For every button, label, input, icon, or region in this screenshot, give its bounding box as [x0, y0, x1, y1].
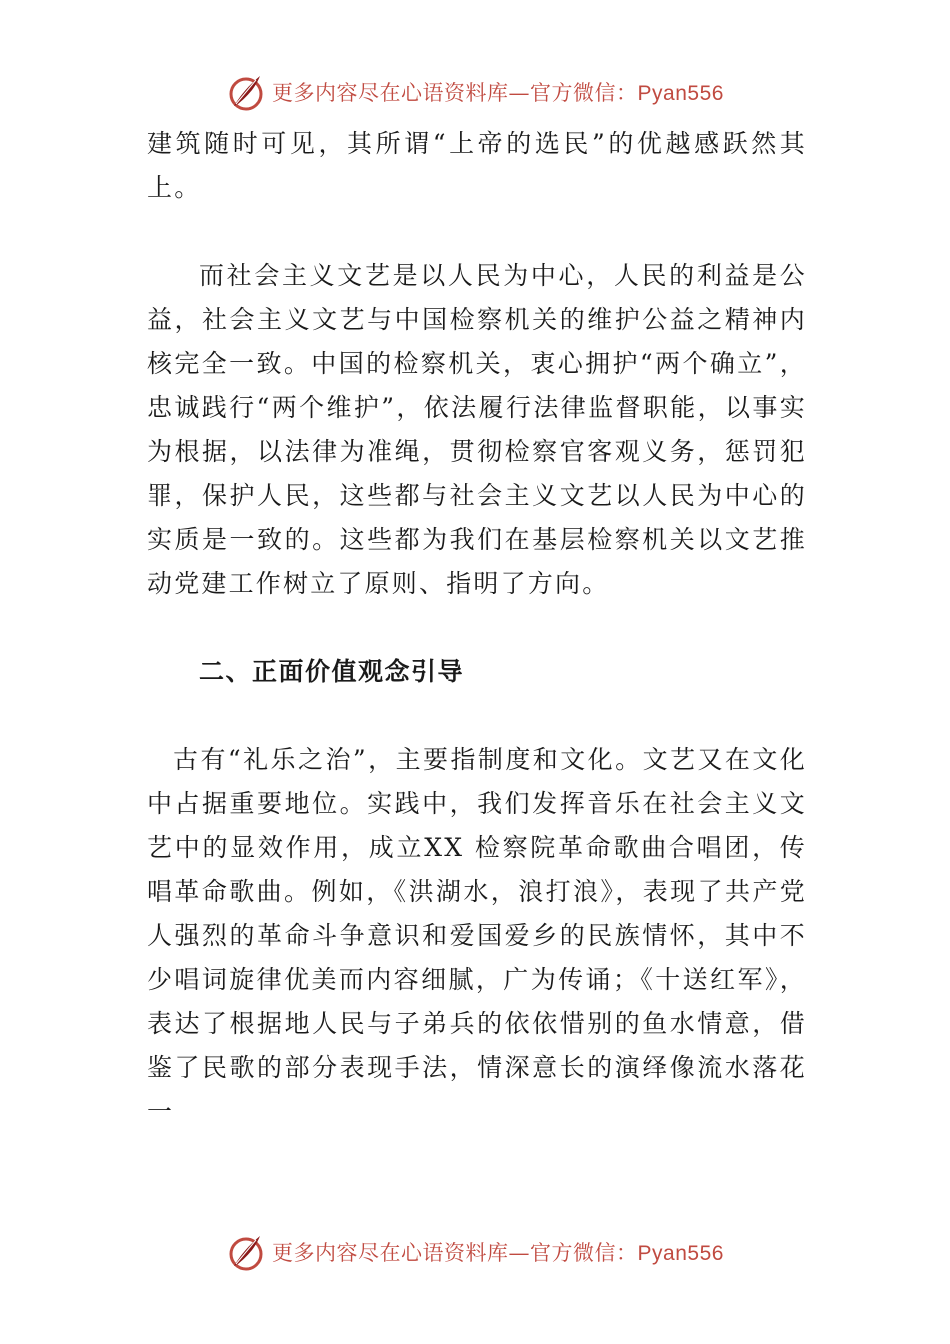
footer-banner	[0, 1230, 950, 1274]
footer-wechat-id: Pyan556	[637, 1242, 724, 1265]
paragraph-continued: 建筑随时可见，其所谓“上帝的选民”的优越感跃然其上。	[147, 129, 807, 202]
header-banner	[0, 70, 950, 114]
section-heading: 二、正面价值观念引导	[199, 657, 465, 686]
header-banner-text	[272, 77, 724, 107]
footer-banner-label: 更多内容尽在心语资料库—官方微信：	[272, 1241, 638, 1265]
quill-logo-icon	[226, 72, 266, 112]
header-banner-label: 更多内容尽在心语资料库—官方微信：	[272, 81, 638, 105]
paragraph-socialist-art: 而社会主义文艺是以人民为中心，人民的利益是公益，社会主义文艺与中国检察机关的维护公益之精神内核完全一致。中国的检察机关，衷心拥护“两个确立”，忠诚践行“两个维护”，依法履行法律监督职能，以事实为根据，以法律为准绳，贯彻检察官客观义务，惩罚犯罪，保护人民，这些都与社会主义文艺以人民为中心的实质是一致的。这些都为我们在基层检察机关以文艺推动党建工作树立了原则、指明了方向。	[147, 261, 807, 598]
footer-banner-text	[272, 1237, 724, 1267]
paragraph-rites-music: 古有“礼乐之治”，主要指制度和文化。文艺又在文化中占据重要地位。实践中，我们发挥音乐在社会主义文艺中的显效作用，成立XX 检察院革命歌曲合唱团，传唱革命歌曲。例如，《洪湖水，浪打浪》，表现了共产党人强烈的革命斗争意识和爱国爱乡的民族情怀，其中不少唱词旋律优美而内容细腻，广为传诵；《十送红军》，表达了根据地人民与子弟兵的依依惜别的鱼水情意，借鉴了民歌的部分表现手法，情深意长的演绎像流水落花一	[147, 745, 807, 1126]
document-body	[147, 122, 807, 1134]
header-wechat-id: Pyan556	[637, 82, 724, 105]
quill-logo-icon	[226, 1232, 266, 1272]
